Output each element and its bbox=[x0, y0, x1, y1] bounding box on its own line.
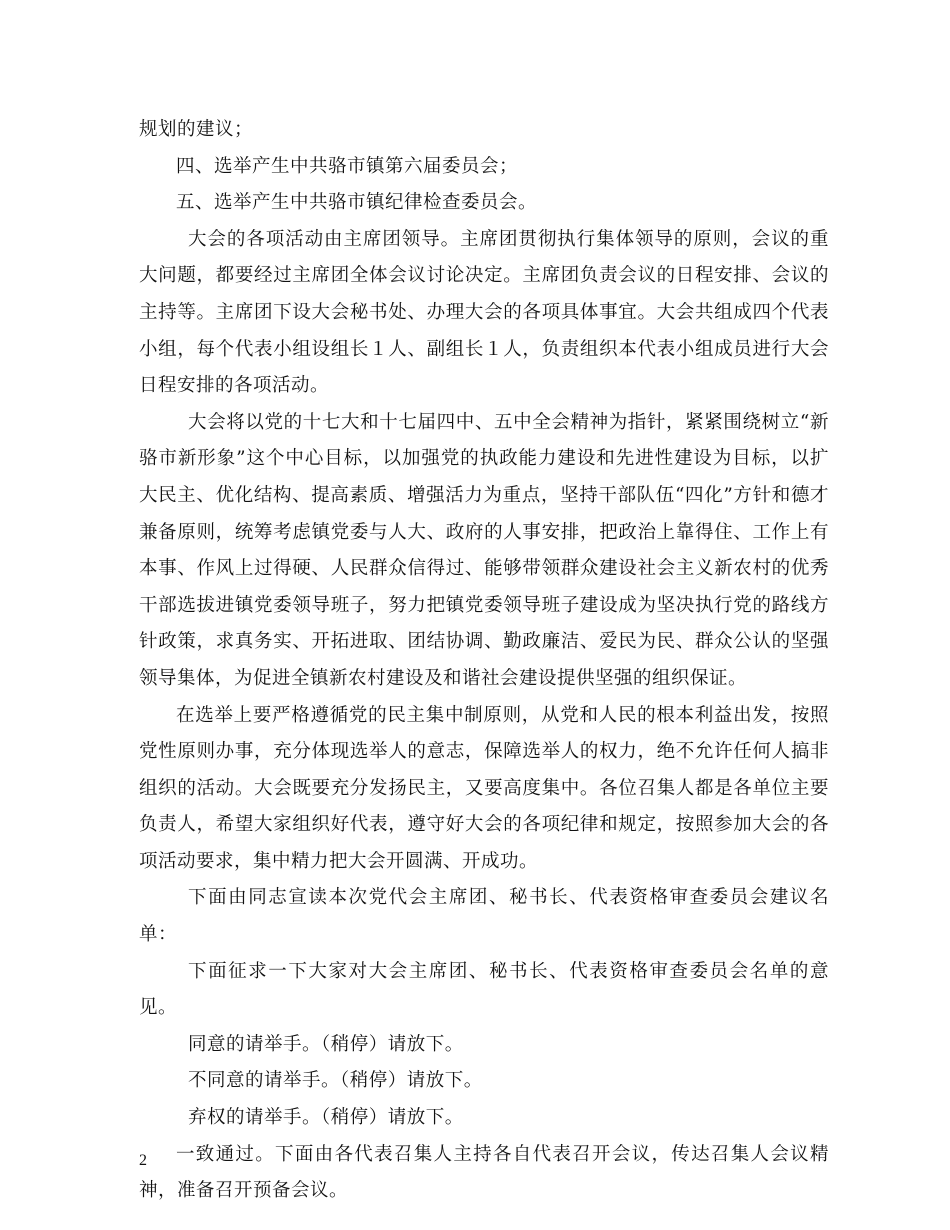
paragraph-solicit-opinions: 下面征求一下大家对大会主席团、秘书长、代表资格审查委员会名单的意见。 bbox=[139, 960, 829, 1019]
agenda-item-5: 五、选举产生中共骆市镇纪律检查委员会。 bbox=[176, 192, 538, 214]
paragraph-continuation: 规划的建议； bbox=[139, 119, 254, 140]
body-text bbox=[139, 112, 829, 1210]
agenda-item-4: 四、选举产生中共骆市镇第六届委员会； bbox=[176, 155, 519, 177]
paragraph-reading-list: 下面由同志宣读本次党代会主席团、秘书长、代表资格审查委员会建议名单： bbox=[139, 887, 829, 946]
paragraph-election-rules: 在选举上要严格遵循党的民主集中制原则，从党和人民的根本利益出发，按照党性原则办事，充分体现选举人的意志，保障选举人的权力，绝不允许任何人搞非组织的活动。大会既要充分发扬民主，又要高度集中。各位召集人都是各单位主要负责人，希望大家组织好代表，遵守好大会的各项纪律和规定，按照参加大会的各项活动要求，集中精力把大会开圆满、开成功。 bbox=[139, 704, 829, 872]
page-number: 2 bbox=[139, 1152, 147, 1169]
paragraph-conclusion: 一致通过。下面由各代表召集人主持各自代表召开会议，传达召集人会议精神，准备召开预备会议。 bbox=[139, 1143, 829, 1202]
paragraph-presidium: 大会的各项活动由主席团领导。主席团贯彻执行集体领导的原则，会议的重大问题，都要经过主席团全体会议讨论决定。主席团负责会议的日程安排、会议的主持等。主席团下设大会秘书处、办理大会的各项具体事宜。大会共组成四个代表小组，每个代表小组设组长１人、副组长１人，负责组织本代表小组成员进行大会日程安排的各项活动。 bbox=[139, 228, 829, 397]
vote-abstain: 弃权的请举手。（稍停）请放下。 bbox=[188, 1107, 464, 1129]
paragraph-guiding-principle: 大会将以党的十七大和十七届四中、五中全会精神为指针，紧紧围绕树立“新骆市新形象”这个中心目标，以加强党的执政能力建设和先进性建设为目标，以扩大民主、优化结构、提高素质、增强活力为重点，坚持干部队伍“四化”方针和德才兼备原则，统筹考虑镇党委与人大、政府的人事安排，把政治上靠得住、工作上有本事、作风上过得硬、人民群众信得过、能够带领群众建设社会主义新农村的优秀干部选拔进镇党委领导班子，努力把镇党委领导班子建设成为坚决执行党的路线方针政策，求真务实、开拓进取、团结协调、勤政廉洁、爱民为民、群众公认的坚强领导集体，为促进全镇新农村建设及和谐社会建设提供坚强的组织保证。 bbox=[139, 411, 829, 689]
vote-agree: 同意的请举手。（稍停）请放下。 bbox=[188, 1033, 464, 1055]
vote-disagree: 不同意的请举手。（稍停）请放下。 bbox=[188, 1070, 483, 1092]
